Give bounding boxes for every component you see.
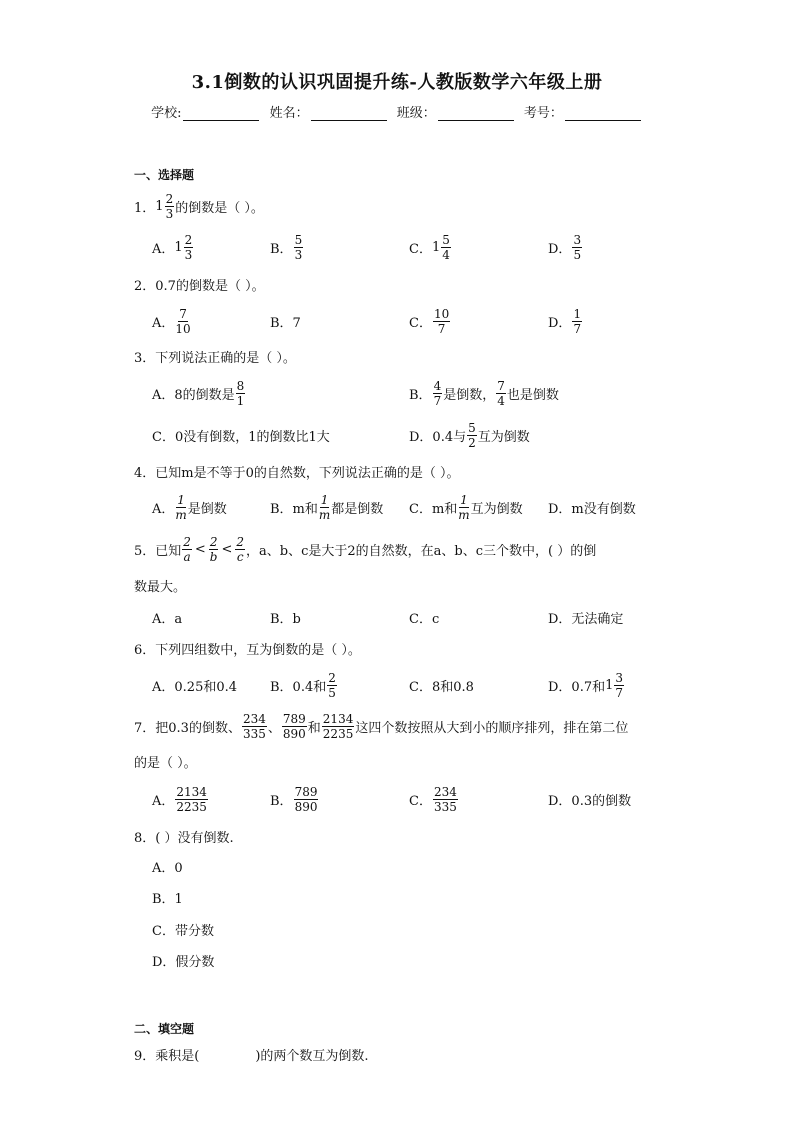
question-9-stem: 9．乘积是( )的两个数互为倒数. [134, 1048, 369, 1064]
question-7-option-d[interactable]: D．0.3的倒数 [548, 793, 632, 809]
question-6-option-c[interactable]: C．8和0.8 [409, 679, 474, 695]
exam-number-blank[interactable] [565, 107, 641, 121]
question-8-option-c[interactable]: C．带分数 [152, 923, 214, 939]
question-7-option-b[interactable]: B． $\frac{789}{890}$ [270, 784, 318, 814]
name-blank[interactable] [311, 107, 387, 121]
question-7-option-c[interactable]: C． $\frac{234}{335}$ [409, 784, 457, 814]
question-4-option-d[interactable]: D．m没有倒数 [548, 501, 636, 517]
question-3-option-c[interactable]: C．0没有倒数，1的倒数比1大 [152, 429, 330, 445]
page-title: 3.1倒数的认识巩固提升练-人教版数学六年级上册 [191, 72, 603, 93]
exam-number-label: 考号： [523, 106, 563, 121]
question-7-option-a[interactable]: A． $\frac{2134}{2235}$ [152, 784, 207, 814]
question-2-option-b[interactable]: B．7 [270, 315, 301, 331]
question-4-option-c[interactable]: C．m和 $\frac{1}{m}$ 互为倒数 [409, 492, 523, 522]
question-5-option-d[interactable]: D．无法确定 [548, 611, 624, 627]
question-3-option-b[interactable]: B． $\frac{4}{7}$ 是倒数， $\frac{7}{4}$ 也是倒数 [409, 378, 559, 408]
question-4-stem: 4．已知m是不等于0的自然数，下列说法正确的是（ ）。 [134, 465, 460, 481]
question-3-option-a[interactable]: A．8的倒数是 $\frac{8}{1}$ [152, 378, 245, 408]
question-5-stem: 5．已知 $\frac{2}{a}$ < $\frac{2}{b}$ < $\frac{2}{c}$ ，a、b、c是大于2的自然数，在a、b、c三个数中，( ）的倒 [134, 534, 597, 564]
question-5-option-a[interactable]: A．a [152, 611, 183, 627]
question-1-option-c[interactable]: C． 1 $\frac{5}{4}$ [409, 232, 450, 262]
question-2-option-d[interactable]: D． $\frac{1}{7}$ [548, 306, 582, 336]
question-3-stem: 3．下列说法正确的是（ ）。 [134, 350, 296, 366]
question-5-stem-continued: 数最大。 [134, 579, 187, 595]
student-info-line [0, 102, 794, 121]
question-1-option-d[interactable]: D． $\frac{3}{5}$ [548, 232, 582, 262]
class-label: 班级： [396, 106, 436, 121]
question-7-stem-continued: 的是（ ）。 [134, 755, 197, 771]
school-blank[interactable] [183, 107, 259, 121]
question-3-option-d[interactable]: D．0.4与 $\frac{5}{2}$ 互为倒数 [409, 420, 530, 450]
question-7-stem: 7．把0.3的倒数、 $\frac{234}{335}$ 、 $\frac{789}{890}$ 和 $\frac{2134}{2235}$ 这四个数按照从大到小的顺序排列，排在第二位 [134, 711, 629, 741]
question-5-option-c[interactable]: C．c [409, 611, 440, 627]
question-4-option-a[interactable]: A． $\frac{1}{m}$ 是倒数 [152, 492, 227, 522]
question-6-option-d[interactable]: D．0.7和 1 $\frac{3}{7}$ [548, 670, 624, 700]
class-blank[interactable] [438, 107, 514, 121]
question-4-option-b[interactable]: B．m和 $\frac{1}{m}$ 都是倒数 [270, 492, 384, 522]
question-5-option-b[interactable]: B．b [270, 611, 301, 627]
question-8-stem: 8．( ）没有倒数. [134, 830, 234, 846]
question-8-option-d[interactable]: D．假分数 [152, 954, 215, 970]
question-6-option-b[interactable]: B．0.4和 $\frac{2}{5}$ [270, 670, 336, 700]
question-1-option-a[interactable]: A． 1 $\frac{2}{3}$ [152, 232, 193, 262]
question-2-stem: 2．0.7的倒数是（ ）。 [134, 278, 265, 294]
question-8-option-a[interactable]: A．0 [152, 860, 183, 876]
question-8-option-b[interactable]: B．1 [152, 891, 183, 907]
question-2-option-c[interactable]: C． $\frac{10}{7}$ [409, 306, 450, 336]
question-6-option-a[interactable]: A．0.25和0.4 [152, 679, 238, 695]
school-label: 学校: [151, 106, 182, 121]
question-1-option-b[interactable]: B． $\frac{5}{3}$ [270, 232, 303, 262]
question-6-stem: 6．下列四组数中，互为倒数的是（ ）。 [134, 642, 361, 658]
section-heading-choice: 一、选择题 [134, 168, 195, 182]
section-heading-fill-blank: 二、填空题 [134, 1022, 195, 1036]
name-label: 姓名： [269, 106, 309, 121]
question-2-option-a[interactable]: A． $\frac{7}{10}$ [152, 306, 191, 336]
question-1-stem: 1． 1 $\frac{2}{3}$ 的倒数是（ ）。 [134, 191, 264, 221]
